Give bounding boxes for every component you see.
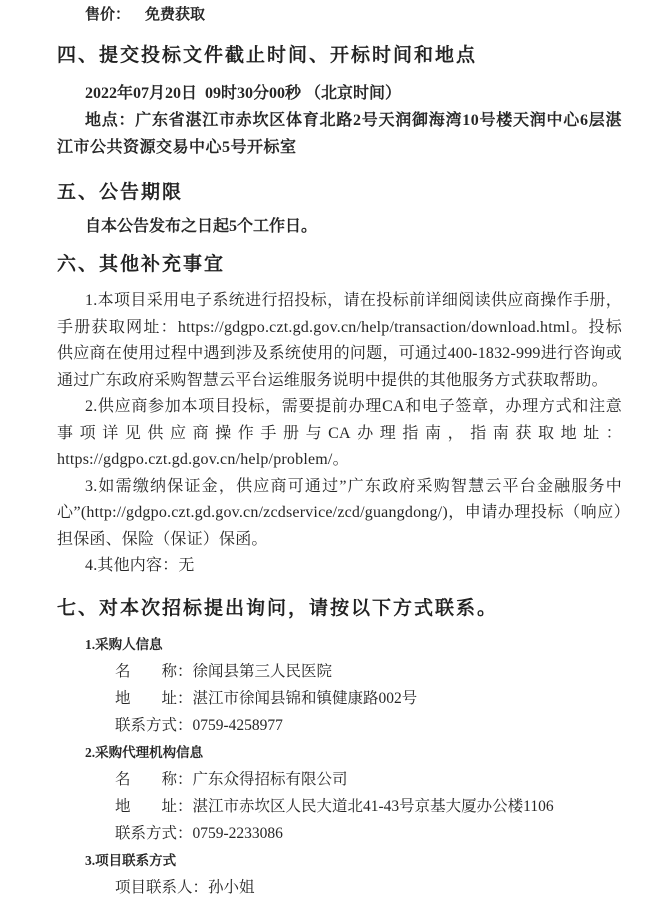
purchaser-address: 地 址：湛江市徐闻县锦和镇健康路002号 [115,689,418,707]
agency-phone: 联系方式：0759-2233086 [115,824,283,842]
supplementary-item-4: 4.其他内容：无 [85,557,195,574]
price-value: 免费获取 [145,7,206,23]
purchaser-phone: 联系方式：0759-4258977 [115,716,283,734]
section-other-matters [57,252,622,580]
section7-heading: 七、对本次招标提出询问，请按以下方式联系。 [57,597,499,619]
project-contact-person: 项目联系人：孙小姐 [115,878,255,896]
section6-heading: 六、其他补充事宜 [57,254,226,275]
purchaser-name: 名 称：徐闻县第三人民医院 [115,662,333,680]
project-contact-title: 3.项目联系方式 [85,852,177,868]
agency-address: 地 址：湛江市赤坎区人民大道北41-43号京基大厦办公楼1106 [115,797,554,815]
section-submission-deadline [57,43,622,161]
bid-opening-location: 地点：广东省湛江市赤坎区体育北路2号天润御海湾10号楼天润中心6层湛江市公共资源交易中心5号开标室 [57,112,622,156]
section-contact-info [57,596,622,901]
section5-heading: 五、公告期限 [57,182,184,203]
supplementary-item-3: 3.如需缴纳保证金，供应商可通过”广东政府采购智慧云平台金融服务中心”(http://gdgpo.czt.gd.gov.cn/zcdservice/zcd/guangdong/)，申请办理投标（响应）担保函、保险（保证）保函。 [57,477,622,548]
price-line [57,5,622,26]
supplementary-item-1: 1.本项目采用电子系统进行招投标，请在投标前详细阅读供应商操作手册，手册获取网址：https://gdgpo.czt.gd.gov.cn/help/transaction/download.html。投标供应商在使用过程中遇到涉及系统使用的问题，可通过400-1832-999进行咨询或通过广东政府采购智慧云平台运维服务说明中提供的其他服务方式获取帮助。 [57,292,622,389]
agency-name: 名 称：广东众得招标有限公司 [115,770,348,788]
bid-deadline-datetime: 2022年07月20日 09时30分00秒 （北京时间） [85,85,402,102]
purchaser-info-title: 1.采购人信息 [85,636,163,652]
section-announcement-period [57,180,622,240]
announcement-period-text: 自本公告发布之日起5个工作日。 [85,218,318,235]
price-label: 售价： [85,7,131,23]
agency-info-title: 2.采购代理机构信息 [85,744,204,760]
project-contact-block [57,847,622,901]
purchaser-info-block [57,631,622,739]
agency-info-block [57,739,622,847]
section4-heading: 四、提交投标文件截止时间、开标时间和地点 [57,45,478,66]
supplementary-item-2: 2.供应商参加本项目投标，需要提前办理CA和电子签章，办理方式和注意事项详见供应商操作手册与CA办理指南，指南获取地址：https://gdgpo.czt.gd.gov.cn/help/problem/。 [57,398,622,468]
